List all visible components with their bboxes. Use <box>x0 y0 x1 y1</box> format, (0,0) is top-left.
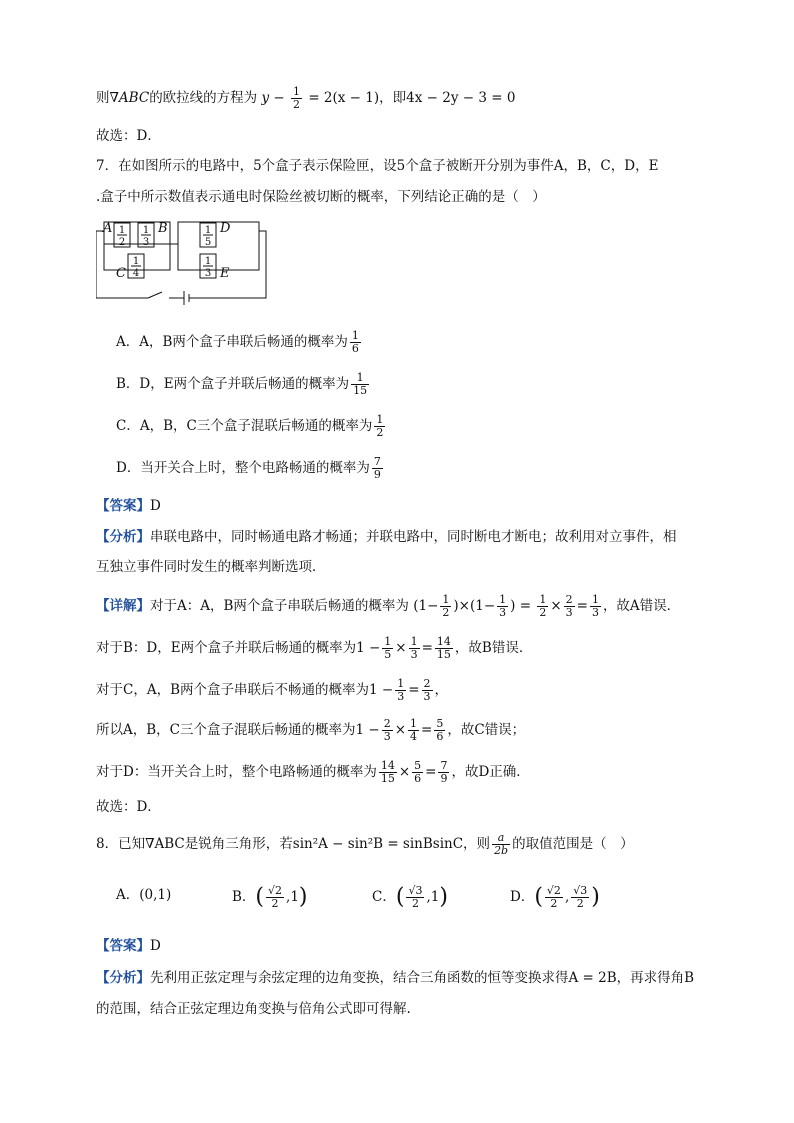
q7-option-b: B．D，E两个盒子并联后畅通的概率为 $\frac{1}{15}$ <box>116 371 368 397</box>
q7-option-c: C．A，B，C三个盒子混联后畅通的概率为 $\frac{1}{2}$ <box>116 413 384 439</box>
label-c: C <box>116 266 126 281</box>
q7-detail-5: 对于D：当开关合上时，整个电路畅通的概率为 $\frac{14}{15}$ × $\frac{5}{6}$ = $\frac{7}{9}$ ，故D正确． <box>96 759 530 785</box>
box-d-num: 1 <box>204 225 212 236</box>
q8-answer: 【答案】D <box>96 938 161 954</box>
box-a-num: 1 <box>118 225 126 236</box>
q7-detail-2: 对于B：D，E两个盒子并联后畅通的概率为1 − $\frac{1}{5}$ × $\frac{1}{3}$ = $\frac{14}{15}$ ，故B错误． <box>96 635 533 661</box>
box-d-den: 5 <box>204 237 212 248</box>
q8-option-a: A．(0,1) <box>116 887 172 903</box>
box-c-den: 4 <box>132 268 140 279</box>
box-b-num: 1 <box>142 225 150 236</box>
q8-option-c: C．( $\frac{√3}{2}$ ,1) <box>372 884 448 910</box>
box-e-den: 3 <box>204 268 212 279</box>
box-a-den: 2 <box>118 237 126 248</box>
q8-analysis-1: 【分析】先利用正弦定理与余弦定理的边角变换，结合三角函数的恒等变换求得A = 2B，再求得角B <box>96 970 695 986</box>
q8-stem: 8．已知∇ABC是锐角三角形，若sin²A − sin²B = sinBsinC，则 $\frac{a}{2b}$ 的取值范围是（ ） <box>96 831 634 857</box>
q7-analysis-1: 【分析】串联电路中，同时畅通电路才畅通；并联电路中，同时断电才断电；故利用对立事件，相 <box>96 529 677 545</box>
circuit-diagram <box>96 214 286 306</box>
box-c-num: 1 <box>132 256 140 267</box>
q7-detail-4: 所以A，B，C三个盒子混联后畅通的概率为1 − $\frac{2}{3}$ × $\frac{1}{4}$ = $\frac{5}{6}$ ，故C错误； <box>96 717 526 743</box>
q8-analysis-2: 的范围，结合正弦定理边角变换与倍角公式即可得解. <box>96 1001 411 1017</box>
label-b: B <box>158 221 168 236</box>
label-d: D <box>220 221 231 236</box>
fraction: $\frac{1}{2}$ <box>293 85 301 111</box>
box-e-num: 1 <box>204 256 212 267</box>
q7-analysis-2: 互独立事件同时发生的概率判断选项． <box>96 559 326 575</box>
q7-stem-2: .盒子中所示数值表示通电时保险丝被切断的概率，下列结论正确的是（ ） <box>96 189 546 205</box>
q7-option-d: D．当开关合上时，整个电路畅通的概率为 $\frac{7}{9}$ <box>116 455 381 481</box>
q7-detail-3: 对于C，A，B两个盒子串联后不畅通的概率为1 − $\frac{1}{3}$ = $\frac{2}{3}$ ， <box>96 677 449 703</box>
select-line: 故选：D． <box>96 128 161 144</box>
q8-option-d: D．( $\frac{√2}{2}$ , $\frac{√3}{2}$ ) <box>510 884 600 910</box>
q7-stem-1: 7．在如图所示的电路中，5个盒子表示保险匣，设5个盒子被断开分别为事件A，B，C，D，E <box>96 158 659 174</box>
q8-option-b: B．( $\frac{√2}{2}$ ,1) <box>232 884 308 910</box>
q7-option-a: A．A，B两个盒子串联后畅通的概率为 $\frac{1}{6}$ <box>116 329 359 355</box>
q7-answer: 【答案】D <box>96 498 161 514</box>
q7-select: 故选：D． <box>96 799 161 815</box>
box-b-den: 3 <box>142 237 150 248</box>
q7-detail-1: 【详解】对于A：A，B两个盒子串联后畅通的概率为 (1− $\frac{1}{2}$ )×(1− $\frac{1}{3}$ ) = $\frac{1}{2}$ × $\frac{2}{3}$ = $\frac{1}{3}$ ，故A错误． <box>96 593 681 619</box>
label-e: E <box>220 266 230 281</box>
euler-line-conclusion: 则∇ABC的欧拉线的方程为 y − $\frac{1}{2}$ = 2(x − 1)，即4x − 2y − 3 = 0 <box>96 85 516 111</box>
label-a: A <box>103 221 113 236</box>
